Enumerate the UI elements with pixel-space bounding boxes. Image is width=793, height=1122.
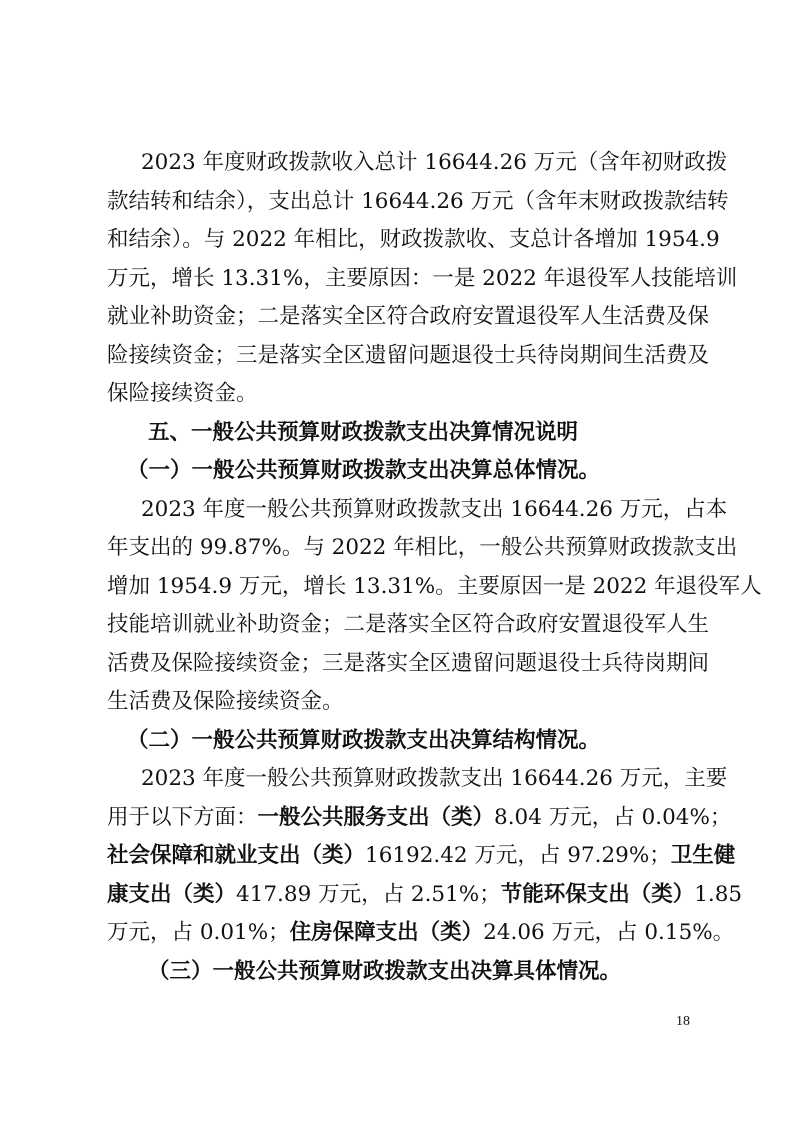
- text-line: [107, 491, 728, 530]
- text-line: [107, 298, 710, 337]
- text: 就业补助资金；二是落实全区符合政府安置退役军人生活费及保: [107, 304, 710, 329]
- text-line: [107, 683, 701, 722]
- text-line: [107, 375, 701, 414]
- subsection-heading: （二）一般公共预算财政拨款支出决算结构情况。: [127, 727, 601, 753]
- text: 2023 年度财政拨款收入总计 16644.26 万元（含年初财政拨: [141, 150, 728, 175]
- text: 增加 1954.9 万元，增长 13.31%。主要原因一是 2022 年退役军人: [107, 573, 762, 599]
- text: 活费及保险接续资金；三是落实全区遗留问题退役士兵待岗期间: [107, 650, 710, 676]
- text-line: [107, 144, 728, 183]
- text: 16192.42 万元，占 97.29%；: [365, 843, 671, 868]
- text-line: [107, 799, 732, 838]
- text: 险接续资金；三是落实全区遗留问题退役士兵待岗期间生活费及: [107, 342, 710, 368]
- bold-text: 住房保障支出（类）: [289, 920, 484, 945]
- text: 生活费及保险接续资金。: [107, 689, 344, 714]
- text: 款结转和结余），支出总计 16644.26 万元（含年末财政拨款结转: [107, 188, 729, 214]
- text-line: [107, 876, 743, 915]
- text: 2023 年度一般公共预算财政拨款支出 16644.26 万元，占本: [141, 496, 728, 522]
- text-line: [107, 568, 762, 607]
- section-heading: 五、一般公共预算财政拨款支出决算情况说明: [148, 419, 579, 445]
- text: 万元，增长 13.31%，主要原因：一是 2022 年退役军人技能培训: [107, 265, 738, 291]
- text: 万元，占 0.01%；: [107, 920, 290, 945]
- text: 24.06 万元，占 0.15%。: [483, 920, 735, 945]
- text: 1.85: [694, 881, 743, 907]
- text: 技能培训就业补助资金；二是落实全区符合政府安置退役军人生: [107, 612, 710, 637]
- bold-text: 卫生健: [670, 843, 736, 868]
- paragraph: [107, 144, 738, 414]
- bold-text: 康支出（类）: [107, 881, 237, 907]
- text: 用于以下方面：: [107, 804, 258, 830]
- text: 417.89 万元，占 2.51%；: [236, 881, 501, 907]
- text-line: [107, 914, 735, 953]
- text-line: [107, 645, 710, 684]
- bold-text: 社会保障和就业支出（类）: [107, 843, 366, 868]
- bold-text: 一般公共服务支出（类）: [257, 804, 495, 830]
- text-line: [107, 837, 736, 876]
- text-line: [107, 260, 738, 299]
- text-line: [107, 337, 710, 376]
- text-line: [107, 760, 728, 799]
- text: 年支出的 99.87%。与 2022 年相比，一般公共预算财政拨款支出: [107, 535, 738, 560]
- text: 和结余）。与 2022 年相比，财政拨款收、支总计各增加 1954.9: [107, 227, 720, 252]
- page-number: 18: [676, 1014, 690, 1029]
- document-body: [107, 144, 762, 991]
- text-line: [107, 221, 720, 260]
- subsection-heading: （一）一般公共预算财政拨款支出决算总体情况。: [127, 458, 601, 483]
- text: 8.04 万元，占 0.04%；: [494, 804, 732, 830]
- subsection-heading: （三）一般公共预算财政拨款支出决算具体情况。: [148, 958, 622, 984]
- text: 保险接续资金。: [107, 381, 258, 406]
- paragraph: [107, 760, 743, 953]
- text-line: [107, 606, 710, 645]
- text-line: [107, 183, 729, 222]
- text-line: [107, 529, 738, 568]
- bold-text: 节能环保支出（类）: [500, 881, 695, 907]
- paragraph: [107, 491, 762, 722]
- text: 2023 年度一般公共预算财政拨款支出 16644.26 万元，主要: [141, 766, 728, 791]
